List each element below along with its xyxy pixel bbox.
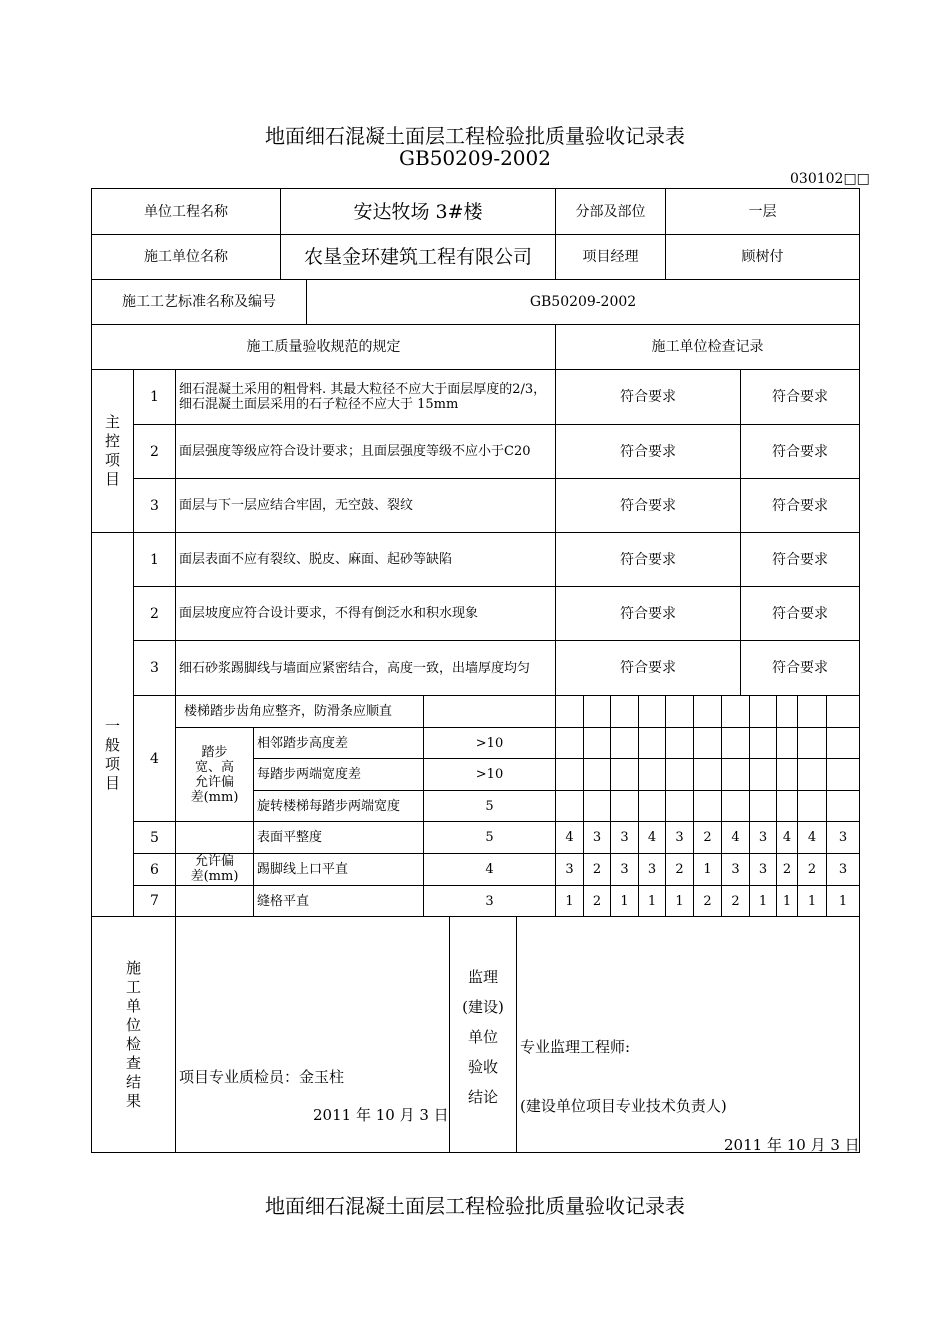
supervision-label: 监理 (建设) 单位 验收 结论 xyxy=(462,968,504,1106)
standard-code: GB50209-2002 xyxy=(399,146,551,170)
main-item-1-result-2: 符合要求 xyxy=(772,389,828,405)
stair-row-3-allow: 5 xyxy=(485,798,494,814)
general-item-1-no: 1 xyxy=(150,551,159,568)
right-date: 2011 年 10 月 3 日 xyxy=(724,1136,860,1154)
measured-value: 1 xyxy=(782,893,792,909)
form-code: 030102□□ xyxy=(790,171,870,187)
division-label: 分部及部位 xyxy=(575,203,646,220)
measured-value: 2 xyxy=(782,862,792,877)
general-item-2-no: 2 xyxy=(150,605,159,622)
measured-value: 1 xyxy=(838,893,848,909)
process-std-label: 施工工艺标准名称及编号 xyxy=(122,294,276,310)
general-item-2-text: 面层坡度应符合设计要求，不得有倒泛水和积水现象 xyxy=(179,606,479,621)
general-item-1-result: 符合要求 xyxy=(620,551,676,568)
unit-project-value: 安达牧场 3#楼 xyxy=(353,200,483,223)
measured-row-6-allow: 4 xyxy=(485,862,494,877)
manager-label: 项目经理 xyxy=(582,249,639,265)
contractor-result-label: 施工单位检查结果 xyxy=(125,958,141,1110)
measured-value: 3 xyxy=(731,862,740,877)
unit-project-label: 单位工程名称 xyxy=(144,203,228,220)
contractor-value: 农垦金环建筑工程有限公司 xyxy=(303,246,532,268)
measured-row-5-allow: 5 xyxy=(485,830,494,845)
general-item-3-no: 3 xyxy=(150,660,159,676)
supervisor-label: 专业监理工程师: xyxy=(520,1038,631,1056)
page-title: 地面细石混凝土面层工程检验批质量验收记录表 xyxy=(265,124,685,148)
main-item-2-result: 符合要求 xyxy=(620,443,676,460)
stair-tolerance-label: 踏步宽、高允许偏差(mm) xyxy=(190,744,239,805)
measured-value: 4 xyxy=(647,830,657,845)
inspector: 项目专业质检员：金玉柱 xyxy=(179,1068,345,1086)
measured-value: 2 xyxy=(675,862,684,877)
main-item-3-no: 3 xyxy=(150,497,159,514)
main-item-3-result-2: 符合要求 xyxy=(772,497,828,514)
left-date: 2011 年 10 月 3 日 xyxy=(313,1106,449,1124)
measured-value: 1 xyxy=(675,893,684,909)
general-item-3-result-2: 符合要求 xyxy=(772,660,828,676)
measured-row-7-no: 7 xyxy=(150,893,159,909)
general-item-2-result: 符合要求 xyxy=(620,605,676,622)
main-item-1-result: 符合要求 xyxy=(620,389,676,405)
measured-value: 2 xyxy=(807,862,817,877)
general-item-1-result-2: 符合要求 xyxy=(772,551,828,568)
main-item-2-text: 面层强度等级应符合设计要求；且面层强度等级不应小于C20 xyxy=(179,444,531,459)
measured-value: 3 xyxy=(647,862,657,877)
measured-value: 3 xyxy=(838,862,848,877)
stair-row-1-allow: >10 xyxy=(475,735,504,751)
measured-value: 1 xyxy=(565,893,574,909)
measured-row-5-text: 表面平整度 xyxy=(257,830,323,845)
measured-value: 4 xyxy=(807,830,817,845)
measured-row-7-text: 缝格平直 xyxy=(257,893,310,909)
main-item-1-text: 细石混凝土采用的粗骨料. 其最大粒径不应大于面层厚度的2/3，细石混凝土面层采用的石子粒径不应大于 15mm xyxy=(179,382,547,412)
main-item-3-text: 面层与下一层应结合牢固，无空鼓、裂纹 xyxy=(179,498,414,513)
check-header: 施工单位检查记录 xyxy=(651,339,764,355)
measured-value: 2 xyxy=(731,893,740,909)
main-item-3-result: 符合要求 xyxy=(620,497,676,514)
stair-row-2-text: 每踏步两端宽度差 xyxy=(257,767,362,782)
measured-value: 2 xyxy=(703,893,712,909)
measured-value: 3 xyxy=(675,830,684,845)
measured-value: 3 xyxy=(620,830,629,845)
general-item-4-top-text: 楼梯踏步齿角应整齐，防滑条应顺直 xyxy=(184,704,393,719)
measured-value: 1 xyxy=(703,862,712,877)
general-item-3-text: 细石砂浆踢脚线与墙面应紧密结合，高度一致，出墙厚度均匀 xyxy=(179,660,531,676)
measured-value: 3 xyxy=(620,862,629,877)
measured-value: 1 xyxy=(620,893,629,909)
stair-row-3-text: 旋转楼梯每踏步两端宽度 xyxy=(257,798,401,814)
repeated-title: 地面细石混凝土面层工程检验批质量验收记录表 xyxy=(265,1194,685,1218)
measured-value: 3 xyxy=(838,830,848,845)
measured-value: 3 xyxy=(758,830,768,845)
measured-row-5-no: 5 xyxy=(150,829,159,846)
measured-value: 2 xyxy=(592,893,602,909)
measured-value: 1 xyxy=(807,893,817,909)
stair-row-1-text: 相邻踏步高度差 xyxy=(257,735,349,751)
main-item-2-result-2: 符合要求 xyxy=(772,443,828,460)
measured-value: 3 xyxy=(758,862,768,877)
tolerance-label: 允许偏差(mm) xyxy=(190,854,239,884)
measured-value: 3 xyxy=(592,830,602,845)
main-item-1-no: 1 xyxy=(150,389,159,405)
general-label: 一般项目 xyxy=(104,716,120,792)
measured-value: 1 xyxy=(647,893,657,909)
process-std-value: GB50209-2002 xyxy=(529,294,637,310)
measured-row-6-no: 6 xyxy=(150,861,159,878)
main-control-label: 主控项目 xyxy=(104,413,120,488)
manager-value: 顾树付 xyxy=(741,249,784,265)
measured-row-7-allow: 3 xyxy=(485,893,494,909)
general-item-4-no: 4 xyxy=(150,750,159,767)
general-item-1-text: 面层表面不应有裂纹、脱皮、麻面、起砂等缺陷 xyxy=(179,552,453,567)
main-item-2-no: 2 xyxy=(150,443,159,460)
general-item-3-result: 符合要求 xyxy=(620,660,676,676)
measured-value: 3 xyxy=(565,862,574,877)
measured-value: 2 xyxy=(703,830,712,845)
contractor-label: 施工单位名称 xyxy=(144,249,228,265)
division-value: 一层 xyxy=(748,203,777,220)
measured-value: 4 xyxy=(565,830,574,845)
owner-rep-label: (建设单位项目专业技术负责人) xyxy=(520,1097,727,1115)
measured-value: 1 xyxy=(758,893,768,909)
stair-row-2-allow: >10 xyxy=(475,767,504,782)
measured-value: 4 xyxy=(782,830,792,845)
measured-row-6-text: 踢脚线上口平直 xyxy=(257,862,349,877)
measured-value: 4 xyxy=(731,830,740,845)
spec-header: 施工质量验收规范的规定 xyxy=(246,339,401,355)
general-item-2-result-2: 符合要求 xyxy=(772,605,828,622)
measured-value: 2 xyxy=(592,862,602,877)
